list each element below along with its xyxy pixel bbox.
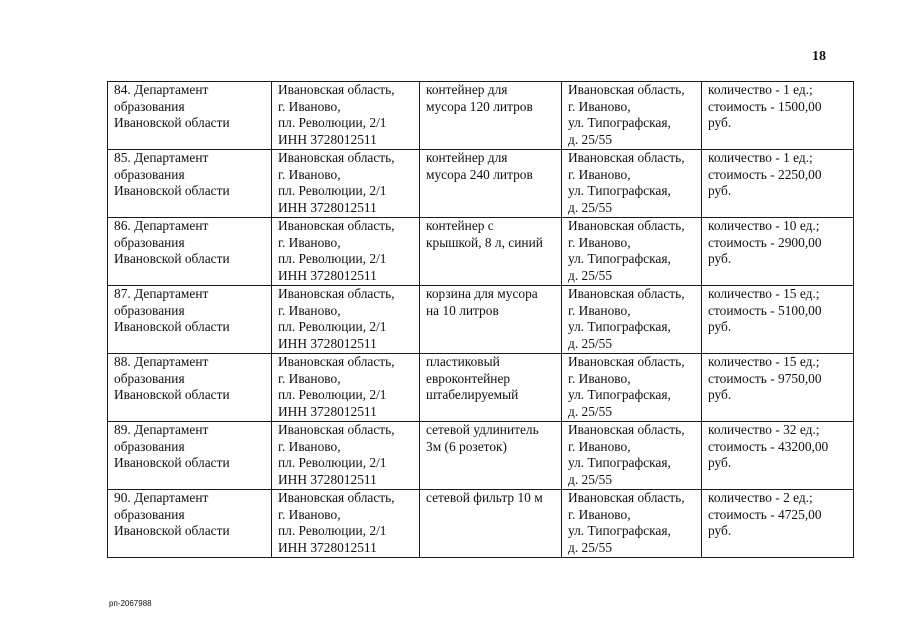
cell-text-line: г. Иваново,	[568, 438, 631, 454]
cell-text-line: Ивановская область,	[568, 150, 685, 165]
cell-text-line: г. Иваново,	[278, 234, 341, 250]
quantity-cost-cell	[702, 354, 854, 422]
cell-text-line: д. 25/55	[568, 403, 613, 419]
cell-text-line: стоимость - 2250,00	[708, 166, 822, 182]
cell-text-line: Ивановской области	[114, 115, 230, 130]
recipient-cell	[108, 218, 272, 286]
cell-text-line: ИНН 3728012511	[278, 471, 377, 487]
cell-text-line: 87. Департамент	[114, 286, 209, 301]
quantity-cost-cell	[702, 218, 854, 286]
cell-text-line: количество - 15 ед.;	[708, 286, 820, 301]
cell-text-line: количество - 32 ед.;	[708, 422, 820, 437]
cell-text-line: Ивановской области	[114, 319, 230, 334]
item-name-cell	[420, 286, 562, 354]
cell-text-line: ИНН 3728012511	[278, 539, 377, 555]
cell-text-line: д. 25/55	[568, 539, 613, 555]
cell-text-line: сетевой удлинитель	[426, 422, 539, 437]
cell-text-line: Ивановской области	[114, 523, 230, 538]
cell-text-line: д. 25/55	[568, 267, 613, 283]
delivery-address-cell	[562, 286, 702, 354]
table-row	[108, 286, 854, 354]
item-name-cell	[420, 354, 562, 422]
table-row	[108, 150, 854, 218]
quantity-cost-cell	[702, 150, 854, 218]
cell-text-line: образования	[114, 234, 185, 250]
cell-text-line: ИНН 3728012511	[278, 267, 377, 283]
cell-text-line: 85. Департамент	[114, 150, 209, 165]
cell-text-line: сетевой фильтр 10 м	[426, 490, 543, 505]
cell-text-line: руб.	[708, 115, 732, 130]
cell-text-line: стоимость - 9750,00	[708, 370, 822, 386]
recipient-address-cell	[272, 422, 420, 490]
cell-text-line: мусора 240 литров	[426, 166, 533, 182]
cell-text-line: г. Иваново,	[278, 98, 341, 114]
quantity-cost-cell	[702, 82, 854, 150]
cell-text-line: Ивановской области	[114, 455, 230, 470]
cell-text-line: крышкой, 8 л, синий	[426, 234, 543, 250]
cell-text-line: контейнер для	[426, 150, 508, 165]
cell-text-line: образования	[114, 506, 185, 522]
item-name-cell	[420, 218, 562, 286]
cell-text-line: г. Иваново,	[568, 302, 631, 318]
delivery-address-cell	[562, 422, 702, 490]
cell-text-line: стоимость - 2900,00	[708, 234, 822, 250]
cell-text-line: руб.	[708, 319, 732, 334]
cell-text-line: пл. Революции, 2/1	[278, 251, 387, 266]
cell-text-line: ул. Типографская,	[568, 251, 671, 266]
cell-text-line: Ивановской области	[114, 251, 230, 266]
cell-text-line: стоимость - 5100,00	[708, 302, 822, 318]
cell-text-line: количество - 1 ед.;	[708, 82, 813, 97]
cell-text-line: пл. Революции, 2/1	[278, 183, 387, 198]
cell-text-line: руб.	[708, 523, 732, 538]
cell-text-line: руб.	[708, 455, 732, 470]
cell-text-line: образования	[114, 370, 185, 386]
cell-text-line: евроконтейнер	[426, 370, 511, 386]
cell-text-line: стоимость - 4725,00	[708, 506, 822, 522]
cell-text-line: корзина для мусора	[426, 286, 538, 301]
page-number: 18	[812, 49, 826, 64]
cell-text-line: Ивановская область,	[278, 82, 395, 97]
recipient-cell	[108, 354, 272, 422]
cell-text-line: Ивановская область,	[568, 218, 685, 233]
cell-text-line: Ивановская область,	[568, 82, 685, 97]
cell-text-line: г. Иваново,	[278, 506, 341, 522]
cell-text-line: количество - 15 ед.;	[708, 354, 820, 369]
recipient-address-cell	[272, 354, 420, 422]
cell-text-line: Ивановской области	[114, 183, 230, 198]
cell-text-line: пл. Революции, 2/1	[278, 523, 387, 538]
cell-text-line: г. Иваново,	[568, 98, 631, 114]
recipient-cell	[108, 422, 272, 490]
cell-text-line: руб.	[708, 251, 732, 266]
registry-table	[107, 81, 854, 558]
cell-text-line: руб.	[708, 183, 732, 198]
cell-text-line: г. Иваново,	[568, 166, 631, 182]
cell-text-line: количество - 10 ед.;	[708, 218, 820, 233]
recipient-cell	[108, 490, 272, 558]
table-row	[108, 422, 854, 490]
cell-text-line: 3м (6 розеток)	[426, 438, 507, 454]
cell-text-line: ул. Типографская,	[568, 319, 671, 334]
cell-text-line: ИНН 3728012511	[278, 335, 377, 351]
cell-text-line: руб.	[708, 387, 732, 402]
cell-text-line: штабелируемый	[426, 387, 519, 402]
delivery-address-cell	[562, 354, 702, 422]
cell-text-line: Ивановская область,	[278, 286, 395, 301]
delivery-address-cell	[562, 150, 702, 218]
table-row	[108, 218, 854, 286]
recipient-cell	[108, 82, 272, 150]
cell-text-line: д. 25/55	[568, 471, 613, 487]
cell-text-line: ИНН 3728012511	[278, 403, 377, 419]
item-name-cell	[420, 82, 562, 150]
cell-text-line: г. Иваново,	[278, 302, 341, 318]
cell-text-line: Ивановская область,	[278, 354, 395, 369]
cell-text-line: г. Иваново,	[568, 506, 631, 522]
delivery-address-cell	[562, 218, 702, 286]
recipient-cell	[108, 286, 272, 354]
cell-text-line: стоимость - 43200,00	[708, 438, 829, 454]
cell-text-line: пл. Революции, 2/1	[278, 387, 387, 402]
quantity-cost-cell	[702, 422, 854, 490]
cell-text-line: контейнер для	[426, 82, 508, 97]
cell-text-line: пластиковый	[426, 354, 500, 369]
cell-text-line: г. Иваново,	[278, 438, 341, 454]
delivery-address-cell	[562, 490, 702, 558]
cell-text-line: г. Иваново,	[568, 234, 631, 250]
cell-text-line: ул. Типографская,	[568, 455, 671, 470]
cell-text-line: Ивановская область,	[278, 150, 395, 165]
cell-text-line: 84. Департамент	[114, 82, 209, 97]
table-row	[108, 354, 854, 422]
delivery-address-cell	[562, 82, 702, 150]
recipient-address-cell	[272, 150, 420, 218]
cell-text-line: количество - 2 ед.;	[708, 490, 813, 505]
cell-text-line: Ивановская область,	[568, 490, 685, 505]
cell-text-line: 90. Департамент	[114, 490, 209, 505]
cell-text-line: стоимость - 1500,00	[708, 98, 822, 114]
recipient-address-cell	[272, 218, 420, 286]
quantity-cost-cell	[702, 490, 854, 558]
cell-text-line: 86. Департамент	[114, 218, 209, 233]
cell-text-line: образования	[114, 98, 185, 114]
cell-text-line: контейнер с	[426, 218, 494, 233]
recipient-cell	[108, 150, 272, 218]
cell-text-line: ИНН 3728012511	[278, 131, 377, 147]
footer-document-code: рп-2067988	[109, 599, 152, 608]
cell-text-line: образования	[114, 166, 185, 182]
cell-text-line: 88. Департамент	[114, 354, 209, 369]
cell-text-line: Ивановская область,	[278, 490, 395, 505]
recipient-address-cell	[272, 490, 420, 558]
cell-text-line: Ивановская область,	[568, 286, 685, 301]
cell-text-line: д. 25/55	[568, 335, 613, 351]
item-name-cell	[420, 150, 562, 218]
table-row	[108, 82, 854, 150]
cell-text-line: ул. Типографская,	[568, 183, 671, 198]
cell-text-line: г. Иваново,	[568, 370, 631, 386]
cell-text-line: на 10 литров	[426, 302, 499, 318]
registry-table-body	[108, 82, 854, 558]
cell-text-line: ул. Типографская,	[568, 115, 671, 130]
quantity-cost-cell	[702, 286, 854, 354]
cell-text-line: 89. Департамент	[114, 422, 209, 437]
cell-text-line: ул. Типографская,	[568, 523, 671, 538]
recipient-address-cell	[272, 82, 420, 150]
cell-text-line: количество - 1 ед.;	[708, 150, 813, 165]
table-row	[108, 490, 854, 558]
cell-text-line: образования	[114, 302, 185, 318]
recipient-address-cell	[272, 286, 420, 354]
cell-text-line: ИНН 3728012511	[278, 199, 377, 215]
item-name-cell	[420, 490, 562, 558]
cell-text-line: д. 25/55	[568, 131, 613, 147]
cell-text-line: пл. Революции, 2/1	[278, 115, 387, 130]
cell-text-line: Ивановская область,	[278, 422, 395, 437]
cell-text-line: Ивановская область,	[568, 354, 685, 369]
cell-text-line: д. 25/55	[568, 199, 613, 215]
cell-text-line: Ивановской области	[114, 387, 230, 402]
cell-text-line: пл. Революции, 2/1	[278, 319, 387, 334]
cell-text-line: Ивановская область,	[278, 218, 395, 233]
cell-text-line: образования	[114, 438, 185, 454]
item-name-cell	[420, 422, 562, 490]
cell-text-line: пл. Революции, 2/1	[278, 455, 387, 470]
cell-text-line: мусора 120 литров	[426, 98, 533, 114]
cell-text-line: Ивановская область,	[568, 422, 685, 437]
cell-text-line: г. Иваново,	[278, 166, 341, 182]
cell-text-line: г. Иваново,	[278, 370, 341, 386]
cell-text-line: ул. Типографская,	[568, 387, 671, 402]
